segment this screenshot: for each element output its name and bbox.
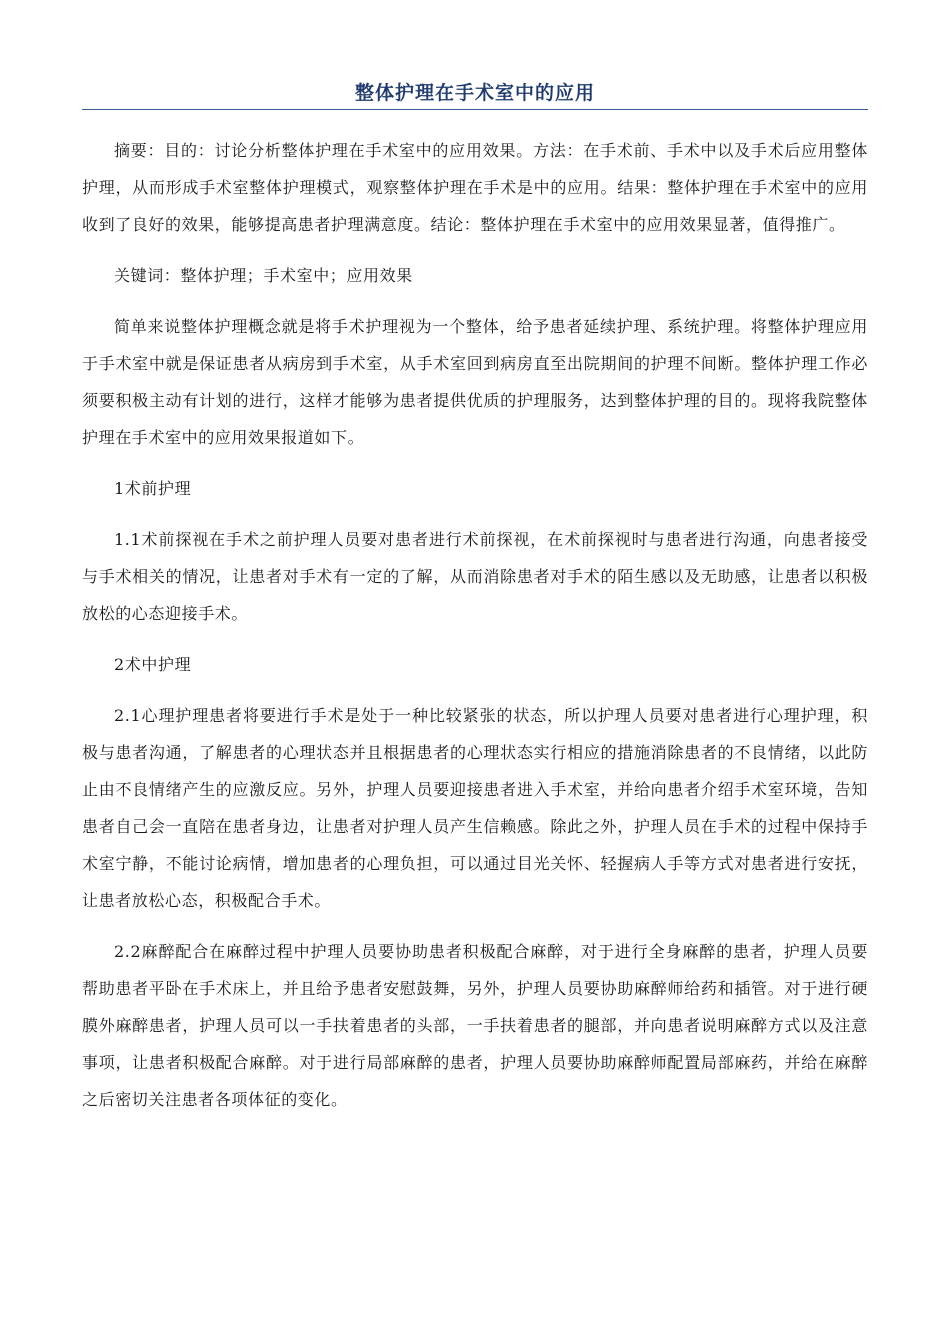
section-2-heading: 2术中护理 [114, 655, 192, 674]
document-page [82, 78, 868, 1132]
section-2-1-paragraph: 2.1心理护理患者将要进行手术是处于一种比较紧张的状态，所以护理人员要对患者进行心理护理，积极与患者沟通，了解患者的心理状态并且根据患者的心理状态实行相应的措施消除患者的不良情绪，以此防止由不良情绪产生的应激反应。另外，护理人员要迎接患者进入手术室，并给向患者介绍手术室环境，告知患者自己会一直陪在患者身边，让患者对护理人员产生信赖感。除此之外，护理人员在手术的过程中保持手术室宁静，不能讨论病情，增加患者的心理负担，可以通过目光关怀、轻握病人手等方式对患者进行安抚，让患者放松心态，积极配合手术。 [82, 706, 868, 910]
section-2-2-paragraph: 2.2麻醉配合在麻醉过程中护理人员要协助患者积极配合麻醉，对于进行全身麻醉的患者，护理人员要帮助患者平卧在手术床上，并且给予患者安慰鼓舞，另外，护理人员要协助麻醉师给药和插管。对于进行硬膜外麻醉患者，护理人员可以一手扶着患者的头部，一手扶着患者的腿部，并向患者说明麻醉方式以及注意事项，让患者积极配合麻醉。对于进行局部麻醉的患者，护理人员要协助麻醉师配置局部麻药，并给在麻醉之后密切关注患者各项体征的变化。 [82, 942, 868, 1109]
title-divider [82, 109, 868, 110]
intro-paragraph: 简单来说整体护理概念就是将手术护理视为一个整体，给予患者延续护理、系统护理。将整体护理应用于手术室中就是保证患者从病房到手术室，从手术室回到病房直至出院期间的护理不间断。整体护理工作必须要积极主动有计划的进行，这样才能够为患者提供优质的护理服务，达到整体护理的目的。现将我院整体护理在手术室中的应用效果报道如下。 [82, 317, 868, 447]
section-1-heading: 1术前护理 [114, 479, 192, 498]
section-1-1-paragraph: 1.1术前探视在手术之前护理人员要对患者进行术前探视，在术前探视时与患者进行沟通，向患者接受与手术相关的情况，让患者对手术有一定的了解，从而消除患者对手术的陌生感以及无助感，让患者以积极放松的心态迎接手术。 [82, 530, 868, 623]
keywords-paragraph: 关键词：整体护理；手术室中；应用效果 [114, 266, 413, 285]
abstract-paragraph: 摘要：目的：讨论分析整体护理在手术室中的应用效果。方法：在手术前、手术中以及手术后应用整体护理，从而形成手术室整体护理模式，观察整体护理在手术是中的应用。结果：整体护理在手术室中的应用收到了良好的效果，能够提高患者护理满意度。结论：整体护理在手术室中的应用效果显著，值得推广。 [82, 141, 868, 234]
document-title: 整体护理在手术室中的应用 [354, 82, 595, 104]
